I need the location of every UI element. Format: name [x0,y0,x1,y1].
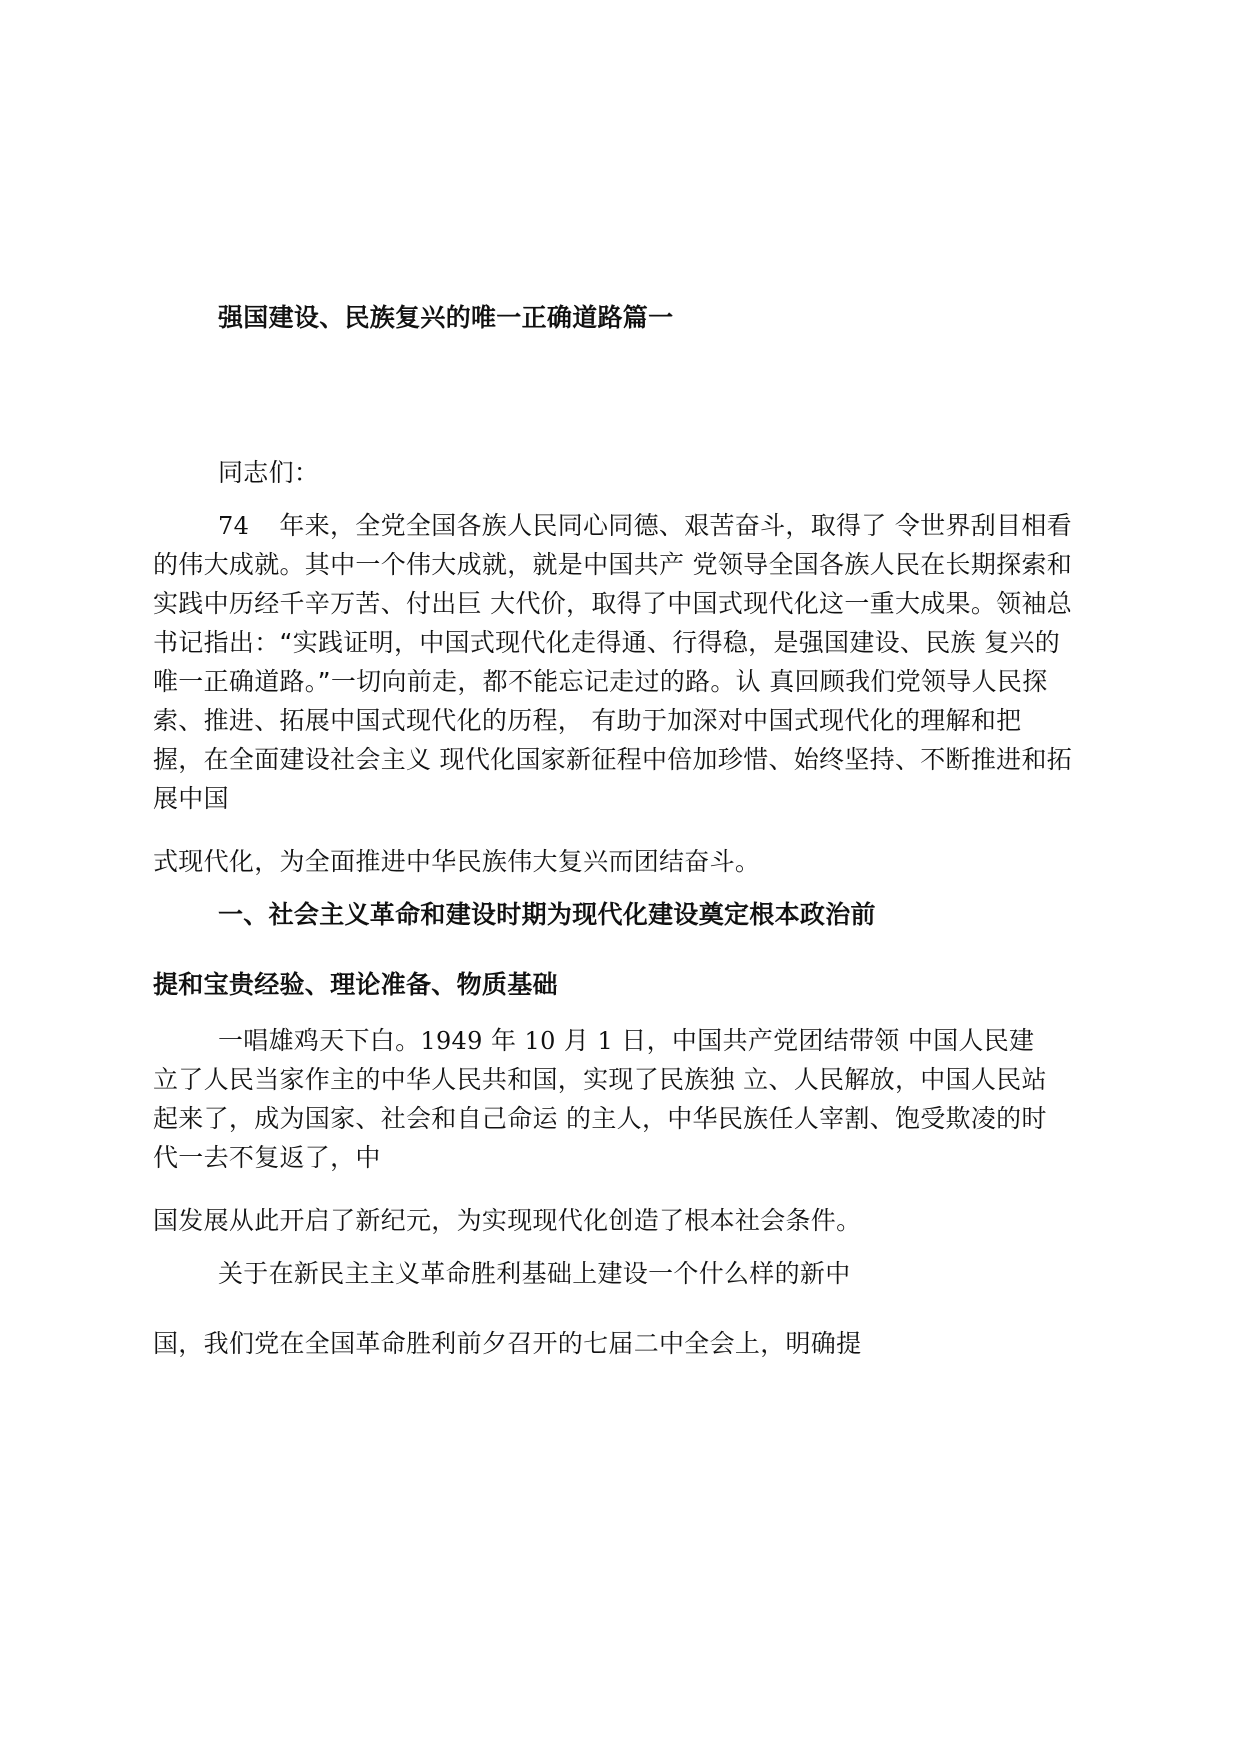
year-count: 74 [218,512,250,540]
section-heading-continued: 提和宝贵经验、理论准备、物质基础 [153,970,558,999]
paragraph-line: 代一去不复返了，中 [153,1143,381,1172]
paragraph-line: 起来了，成为国家、社会和自己命运 的主人，中华民族任人宰割、饱受欺凌的时 [153,1104,1047,1133]
paragraph-line: 关于在新民主主义革命胜利基础上建设一个什么样的新中 [218,1259,851,1288]
day-number: 1 [597,1027,614,1055]
paragraph-line: 展中国 [153,784,229,813]
paragraph-line: 握，在全面建设社会主义 现代化国家新征程中倍加珍惜、始终坚持、不断推进和拓 [153,745,1073,774]
section-heading: 一、社会主义革命和建设时期为现代化建设奠定根本政治前 [218,900,876,929]
paragraph-line: 式现代化，为全面推进中华民族伟大复兴而团结奋斗。 [153,847,761,876]
paragraph-text: 月 [563,1026,590,1055]
paragraph-text: 一唱雄鸡天下白。 [218,1026,421,1055]
paragraph-text: 年来，全党全国各族人民同心同德、艰苦奋斗，取得了 令世界刮目相看 [279,511,1072,540]
paragraph-line: 唯一正确道路。”一切向前走，都不能忘记走过的路。认 真回顾我们党领导人民探 [153,667,1048,696]
paragraph-text: 日，中国共产党团结带领 中国人民建 [621,1026,1035,1055]
month-number: 10 [524,1027,556,1055]
paragraph-line: 书记指出：“实践证明，中国式现代化走得通、行得稳，是强国建设、民族 复兴的 [153,628,1061,657]
paragraph-line: 立了人民当家作主的中华人民共和国，实现了民族独 立、人民解放，中国人民站 [153,1065,1047,1094]
paragraph-line: 国，我们党在全国革命胜利前夕召开的七届二中全会上，明确提 [153,1329,862,1358]
paragraph-line [218,508,1072,544]
paragraph-line: 国发展从此开启了新纪元，为实现现代化创造了根本社会条件。 [153,1206,862,1235]
paragraph-line [218,1023,1034,1059]
document-title: 强国建设、民族复兴的唯一正确道路篇一 [218,303,674,332]
paragraph-text: 年 [490,1026,517,1055]
paragraph-line: 实践中历经千辛万苦、付出巨 大代价，取得了中国式现代化这一重大成果。领袖总 [153,589,1073,618]
year-number: 1949 [420,1027,483,1055]
paragraph-line: 索、推进、拓展中国式现代化的历程， 有助于加深对中国式现代化的理解和把 [153,706,1022,735]
paragraph-line: 的伟大成就。其中一个伟大成就，就是中国共产 党领导全国各族人民在长期探索和 [153,550,1073,579]
salutation: 同志们： [218,458,320,487]
